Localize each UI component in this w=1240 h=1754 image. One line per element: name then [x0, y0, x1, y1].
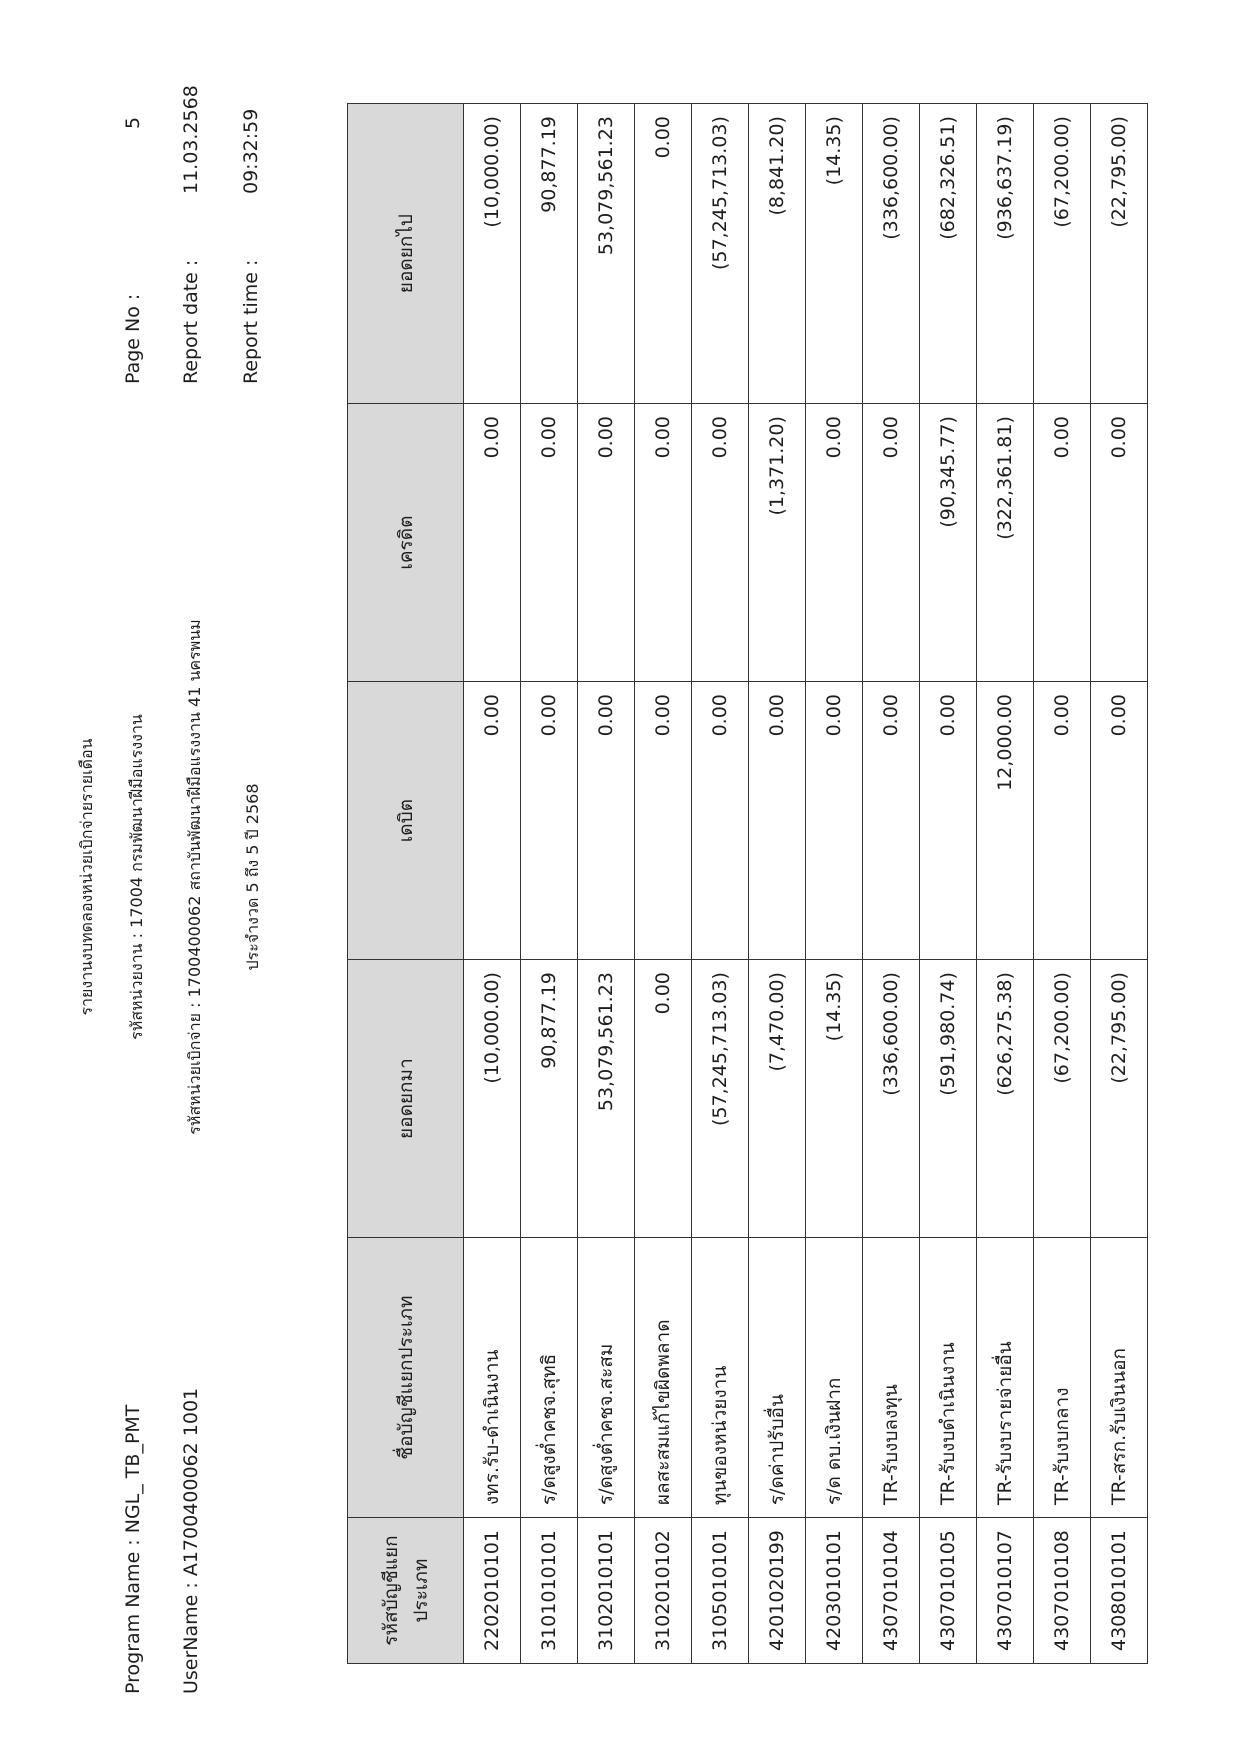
brought-forward-cell: (591,980.74) [920, 960, 977, 1238]
brought-forward-cell: (67,200.00) [1034, 960, 1091, 1238]
account-code-cell: 4307010105 [920, 1518, 977, 1664]
carried-forward-cell: (8,841.20) [749, 104, 806, 404]
account-code-cell: 4203010101 [806, 1518, 863, 1664]
header-credit: เครดิต [348, 404, 464, 682]
header-account-code: รหัสบัญชีแยกประเภท [348, 1518, 464, 1664]
account-code-cell: 4201020199 [749, 1518, 806, 1664]
credit-cell: 0.00 [863, 404, 920, 682]
username: UserName : A1700400062 1001 [180, 1387, 202, 1694]
credit-cell: 0.00 [635, 404, 692, 682]
header-carried-forward: ยอดยกไป [348, 104, 464, 404]
header-debit: เดบิต [348, 682, 464, 960]
program-name: Program Name : NGL_ TB_PMT [122, 1404, 144, 1694]
debit-cell: 0.00 [635, 682, 692, 960]
debit-cell: 0.00 [692, 682, 749, 960]
credit-cell: 0.00 [521, 404, 578, 682]
account-name-cell: ร/ด ดบ.เงินฝาก [806, 1238, 863, 1518]
carried-forward-cell: 0.00 [635, 104, 692, 404]
carried-forward-cell: (682,326.51) [920, 104, 977, 404]
account-code-cell: 4307010108 [1034, 1518, 1091, 1664]
page-no-value: 5 [122, 116, 144, 129]
carried-forward-cell: (336,600.00) [863, 104, 920, 404]
account-code-cell: 3105010101 [692, 1518, 749, 1664]
carried-forward-cell: 53,079,561.23 [578, 104, 635, 404]
table-row [977, 104, 1034, 1664]
table-row [635, 104, 692, 1664]
table-row [806, 104, 863, 1664]
account-name-cell: TR-รับงบรายจ่ายอื่น [977, 1238, 1034, 1518]
credit-cell: 0.00 [578, 404, 635, 682]
brought-forward-cell: (10,000.00) [464, 960, 521, 1238]
trial-balance-table [347, 103, 1148, 1664]
table-row [464, 104, 521, 1664]
period: ประจำงวด 5 ถึง 5 ปี 2568 [243, 783, 262, 971]
table-header-row [348, 104, 464, 1664]
brought-forward-cell: (14.35) [806, 960, 863, 1238]
account-name-cell: TR-รับงบกลาง [1034, 1238, 1091, 1518]
account-code-cell: 4308010101 [1091, 1518, 1148, 1664]
account-name-cell: ผลสะสมแก้ไขผิดพลาด [635, 1238, 692, 1518]
account-code-cell: 4307010107 [977, 1518, 1034, 1664]
account-name-cell: TR-สรก.รับเงินนอก [1091, 1238, 1148, 1518]
brought-forward-cell: (7,470.00) [749, 960, 806, 1238]
credit-cell: (90,345.77) [920, 404, 977, 682]
credit-cell: 0.00 [692, 404, 749, 682]
carried-forward-cell: (14.35) [806, 104, 863, 404]
brought-forward-cell: (626,275.38) [977, 960, 1034, 1238]
credit-cell: 0.00 [806, 404, 863, 682]
debit-cell: 0.00 [1091, 682, 1148, 960]
report-title: รายงานงบทดลองหน่วยเบิกจ่ายรายเดือน [77, 738, 96, 1016]
carried-forward-cell: (936,637.19) [977, 104, 1034, 404]
table-row [749, 104, 806, 1664]
table-row [920, 104, 977, 1664]
carried-forward-cell: (57,245,713.03) [692, 104, 749, 404]
table-row [521, 104, 578, 1664]
credit-cell: 0.00 [1034, 404, 1091, 682]
disbursing-unit: รหัสหน่วยเบิกจ่าย : 1700400062 สถาบันพัฒนาฝีมือแรงงาน 41 นครพนม [185, 619, 204, 1135]
brought-forward-cell: 53,079,561.23 [578, 960, 635, 1238]
agency-code: รหัสหน่วยงาน : 17004 กรมพัฒนาฝีมือแรงงาน [127, 714, 146, 1040]
table-row [863, 104, 920, 1664]
account-name-cell: ร/ดค่าปรับอื่น [749, 1238, 806, 1518]
brought-forward-cell: (336,600.00) [863, 960, 920, 1238]
report-date-label: Report date : [180, 259, 202, 384]
debit-cell: 0.00 [578, 682, 635, 960]
carried-forward-cell: (22,795.00) [1091, 104, 1148, 404]
brought-forward-cell: (57,245,713.03) [692, 960, 749, 1238]
brought-forward-cell: 0.00 [635, 960, 692, 1238]
account-name-cell: งทร.รับ-ดำเนินงาน [464, 1238, 521, 1518]
debit-cell: 0.00 [521, 682, 578, 960]
table-body [464, 104, 1148, 1664]
credit-cell: 0.00 [464, 404, 521, 682]
brought-forward-cell: (22,795.00) [1091, 960, 1148, 1238]
debit-cell: 12,000.00 [977, 682, 1034, 960]
debit-cell: 0.00 [749, 682, 806, 960]
account-code-cell: 3102010102 [635, 1518, 692, 1664]
table-row [692, 104, 749, 1664]
account-code-cell: 3101010101 [521, 1518, 578, 1664]
credit-cell: 0.00 [1091, 404, 1148, 682]
debit-cell: 0.00 [863, 682, 920, 960]
debit-cell: 0.00 [920, 682, 977, 960]
credit-cell: (1,371.20) [749, 404, 806, 682]
table-row [578, 104, 635, 1664]
credit-cell: (322,361.81) [977, 404, 1034, 682]
debit-cell: 0.00 [1034, 682, 1091, 960]
report-time-label: Report time : [240, 259, 262, 384]
report-time-value: 09:32:59 [240, 108, 262, 194]
debit-cell: 0.00 [806, 682, 863, 960]
account-name-cell: ร/ดสูงต่ำคชจ.สุทธิ [521, 1238, 578, 1518]
account-name-cell: TR-รับงบลงทุน [863, 1238, 920, 1518]
page-no-label: Page No : [122, 293, 144, 384]
carried-forward-cell: 90,877.19 [521, 104, 578, 404]
account-code-cell: 3102010101 [578, 1518, 635, 1664]
account-code-cell: 2202010101 [464, 1518, 521, 1664]
debit-cell: 0.00 [464, 682, 521, 960]
header-account-name: ชื่อบัญชีแยกประเภท [348, 1238, 464, 1518]
carried-forward-cell: (10,000.00) [464, 104, 521, 404]
table-row [1034, 104, 1091, 1664]
header-brought-forward: ยอดยกมา [348, 960, 464, 1238]
carried-forward-cell: (67,200.00) [1034, 104, 1091, 404]
account-name-cell: TR-รับงบดำเนินงาน [920, 1238, 977, 1518]
brought-forward-cell: 90,877.19 [521, 960, 578, 1238]
account-name-cell: ทุนของหน่วยงาน [692, 1238, 749, 1518]
table-row [1091, 104, 1148, 1664]
account-name-cell: ร/ดสูงต่ำคชจ.สะสม [578, 1238, 635, 1518]
account-code-cell: 4307010104 [863, 1518, 920, 1664]
report-date-value: 11.03.2568 [180, 85, 202, 194]
